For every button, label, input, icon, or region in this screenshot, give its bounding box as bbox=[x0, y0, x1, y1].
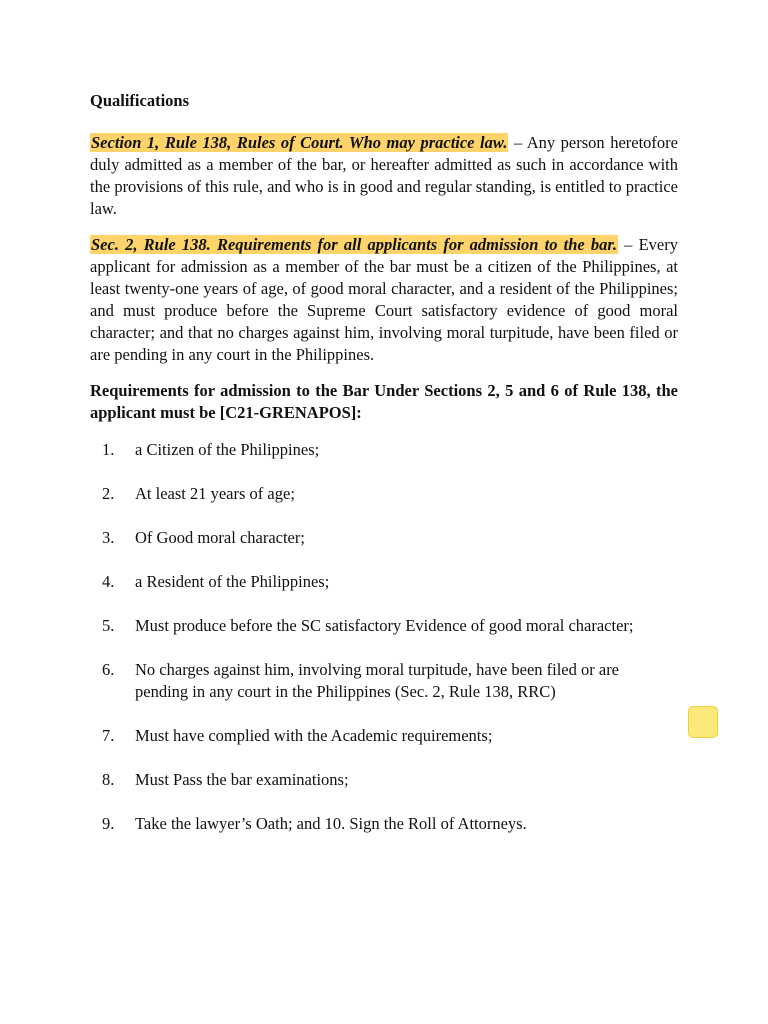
section-1-text: – Any person heretofore duly admitted as a member of the bar, or hereafter admitted as such in accordance with the provisions of this rule, and who is in good and regular standing, is entitled to practice law. bbox=[90, 133, 678, 218]
requirements-list bbox=[90, 439, 678, 835]
list-item bbox=[90, 483, 678, 505]
list-text-line-1: No charges against him, involving moral turpitude, have been filed or are bbox=[135, 660, 620, 679]
list-text: Must produce before the SC satisfactory Evidence of good moral character; bbox=[135, 616, 634, 635]
section-heading: Qualifications bbox=[90, 91, 190, 110]
list-item bbox=[90, 769, 678, 791]
list-text: At least 21 years of age; bbox=[135, 484, 295, 503]
list-text: Take the lawyer’s Oath; and 10. Sign the Roll of Attorneys. bbox=[135, 814, 527, 833]
list-text: a Citizen of the Philippines; bbox=[135, 440, 320, 459]
list-number: 9. bbox=[102, 814, 115, 833]
section-1-highlight: Section 1, Rule 138, Rules of Court. Who may practice law. bbox=[91, 133, 508, 152]
list-item bbox=[90, 439, 678, 461]
list-number: 8. bbox=[102, 770, 115, 789]
requirements-heading: Requirements for admission to the Bar Under Sections 2, 5 and 6 of Rule 138, the applicant must be [C21-GRENAPOS]: bbox=[90, 381, 678, 422]
list-item bbox=[90, 813, 678, 835]
list-item bbox=[90, 659, 678, 703]
list-text: Must have complied with the Academic requirements; bbox=[135, 726, 493, 745]
list-text-line-2: pending in any court in the Philippines (Sec. 2, Rule 138, RRC) bbox=[135, 682, 556, 701]
list-text: Of Good moral character; bbox=[135, 528, 305, 547]
list-number: 2. bbox=[102, 484, 115, 503]
section-1-paragraph bbox=[90, 132, 678, 220]
list-item bbox=[90, 571, 678, 593]
section-2-text: – Every applicant for admission as a member of the bar must be a citizen of the Philippines, at least twenty-one years of age, of good moral character, and a resident of the Philippines; and must produce before the Supreme Court satisfactory evidence of good moral character; and that no charges against him, involving moral turpitude, have been filed or are pending in any court in the Philippines. bbox=[90, 235, 678, 364]
section-2-highlight: Sec. 2, Rule 138. Requirements for all applicants for admission to the bar. bbox=[91, 235, 617, 254]
list-number: 4. bbox=[102, 572, 115, 591]
list-number: 5. bbox=[102, 616, 115, 635]
list-text: a Resident of the Philippines; bbox=[135, 572, 330, 591]
list-number: 3. bbox=[102, 528, 115, 547]
list-item bbox=[90, 615, 678, 637]
list-number: 1. bbox=[102, 440, 115, 459]
list-text: Must Pass the bar examinations; bbox=[135, 770, 349, 789]
document-page bbox=[90, 90, 678, 857]
comment-marker-icon[interactable] bbox=[688, 706, 718, 738]
list-number: 7. bbox=[102, 726, 115, 745]
list-item bbox=[90, 527, 678, 549]
list-number: 6. bbox=[102, 660, 115, 679]
list-item bbox=[90, 725, 678, 747]
section-2-paragraph bbox=[90, 234, 678, 366]
